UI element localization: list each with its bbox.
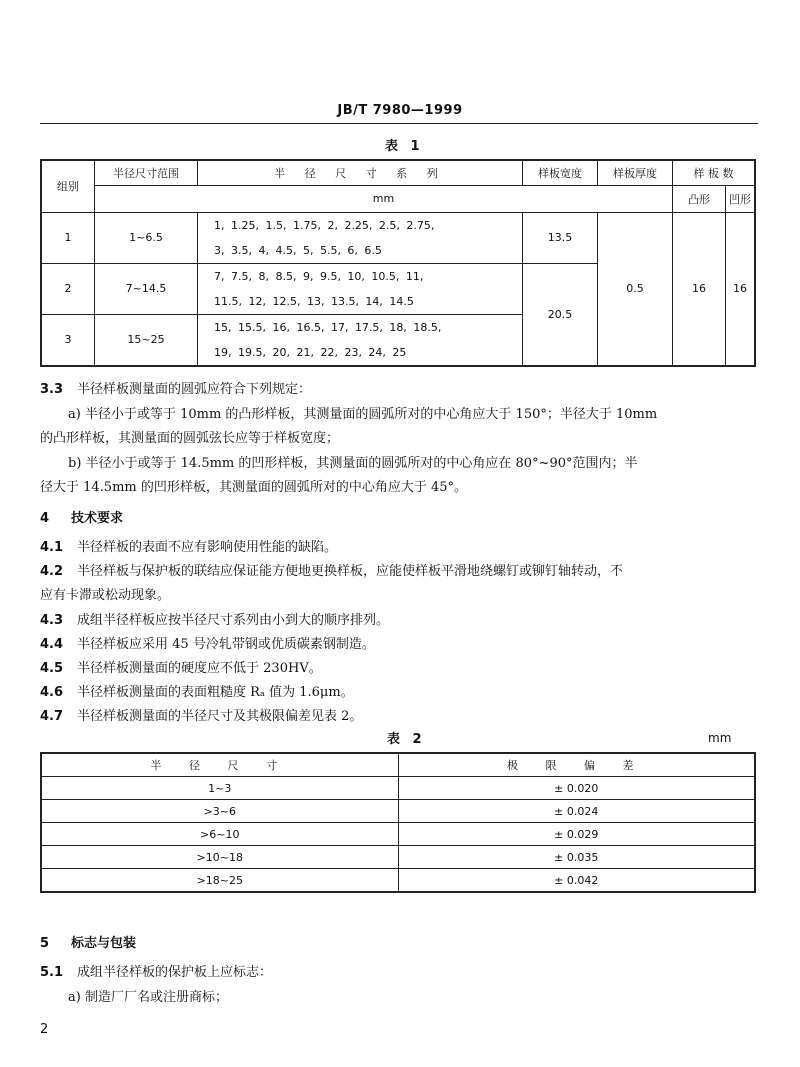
para-3-3-b-line1: b) 半径小于或等于 14.5mm 的凹形样板，其测量面的圆弧所对的中心角应在 80°~90°范围内；半 [68, 456, 638, 471]
para-4-2-cont: 应有卡滞或松动现象。 [40, 588, 171, 603]
col-header-series: 半 径 尺 寸 系 列 [198, 160, 523, 185]
row1-series-line2: 3, 3.5, 4, 4.5, 5, 5.5, 6, 6.5 [214, 243, 382, 257]
row2-group: 2 [41, 263, 95, 314]
col-header-convex: 凸形 [673, 185, 726, 212]
section-5-num: 5 [40, 936, 50, 951]
section-4-heading [40, 510, 123, 528]
para-3-3-b-line2: 径大于 14.5mm 的凹形样板，其测量面的圆弧所对的中心角应大于 45°。 [40, 480, 468, 495]
col-header-thickness: 样板厚度 [598, 160, 673, 185]
section-5-heading [40, 935, 136, 953]
table-row: >6~10 ± 0.029 [41, 823, 755, 846]
row1-range: 1~6.5 [95, 212, 198, 263]
col-header-concave: 凹形 [726, 185, 756, 212]
section-4-num: 4 [40, 511, 50, 526]
row3-series-line1: 15, 15.5, 16, 16.5, 17, 17.5, 18, 18.5, [214, 320, 442, 334]
table-2 [40, 752, 756, 893]
unit-mm: mm [95, 185, 673, 212]
col-header-deviation: 极 限 偏 差 [398, 753, 755, 777]
standard-header: JB/T 7980—1999 [337, 103, 463, 118]
col-header-range: 半径尺寸范围 [95, 160, 198, 185]
para-3-3-num: 3.3 [40, 382, 64, 397]
row1-series-line1: 1, 1.25, 1.5, 1.75, 2, 2.25, 2.5, 2.75, [214, 218, 435, 232]
para-3-3-a-line2: 的凸形样板，其测量面的圆弧弦长应等于样板宽度； [40, 431, 340, 446]
section-5-title: 标志与包装 [71, 936, 137, 951]
para-5-1-a: a) 制造厂厂名或注册商标； [68, 990, 228, 1005]
row2-series [198, 263, 523, 314]
table1-caption: 表 1 [385, 139, 424, 154]
para-3-3-text: 半径样板测量面的圆弧应符合下列规定： [77, 382, 312, 397]
para-4-4: 4.4 半径样板应采用 45 号冷轧带钢或优质碳素钢制造。 [40, 637, 375, 652]
para-3-3-a-line1: a) 半径小于或等于 10mm 的凸形样板，其测量面的圆弧所对的中心角应大于 150°；半径大于 10mm [68, 407, 658, 422]
para-4-2: 4.2 半径样板与保护板的联结应保证能方便地更换样板，应能使样板平滑地绕螺钉或铆钉轴转动，不 [40, 564, 624, 579]
row2-series-line2: 11.5, 12, 12.5, 13, 13.5, 14, 14.5 [214, 294, 414, 308]
row1-series [198, 212, 523, 263]
row2-range: 7~14.5 [95, 263, 198, 314]
table-row: >10~18 ± 0.035 [41, 846, 755, 869]
row1-group: 1 [41, 212, 95, 263]
para-4-5: 4.5 半径样板测量面的硬度应不低于 230HV。 [40, 661, 322, 676]
col-header-group: 组别 [41, 160, 95, 212]
row3-group: 3 [41, 314, 95, 366]
row3-range: 15~25 [95, 314, 198, 366]
table-row: >3~6 ± 0.024 [41, 800, 755, 823]
table2-unit: mm [708, 731, 732, 745]
table-row: >18~25 ± 0.042 [41, 869, 755, 893]
row3-series [198, 314, 523, 366]
row3-series-line2: 19, 19.5, 20, 21, 22, 23, 24, 25 [214, 345, 407, 359]
table-row: 1~3 ± 0.020 [41, 777, 755, 800]
section-4-title: 技术要求 [71, 511, 124, 526]
thickness-value: 0.5 [598, 212, 673, 366]
para-4-6: 4.6 半径样板测量面的表面粗糙度 Rₐ 值为 1.6μm。 [40, 685, 354, 700]
concave-count: 16 [726, 212, 756, 366]
width-group23: 20.5 [523, 263, 598, 366]
row2-series-line1: 7, 7.5, 8, 8.5, 9, 9.5, 10, 10.5, 11, [214, 269, 424, 283]
header-rule [40, 123, 758, 124]
col-header-count: 样 板 数 [673, 160, 756, 185]
convex-count: 16 [673, 212, 726, 366]
table2-caption: 表 2 [387, 732, 426, 747]
col-header-width: 样板宽度 [523, 160, 598, 185]
table-1 [40, 159, 756, 367]
para-4-7: 4.7 半径样板测量面的半径尺寸及其极限偏差见表 2。 [40, 709, 363, 724]
width-group1: 13.5 [523, 212, 598, 263]
page-number: 2 [40, 1022, 49, 1037]
para-4-3: 4.3 成组半径样板应按半径尺寸系列由小到大的顺序排列。 [40, 613, 390, 628]
para-4-1: 4.1 半径样板的表面不应有影响使用性能的缺陷。 [40, 540, 338, 555]
para-3-3 [40, 381, 311, 399]
para-5-1: 5.1 成组半径样板的保护板上应标志： [40, 965, 273, 980]
col-header-size: 半 径 尺 寸 [41, 753, 398, 777]
